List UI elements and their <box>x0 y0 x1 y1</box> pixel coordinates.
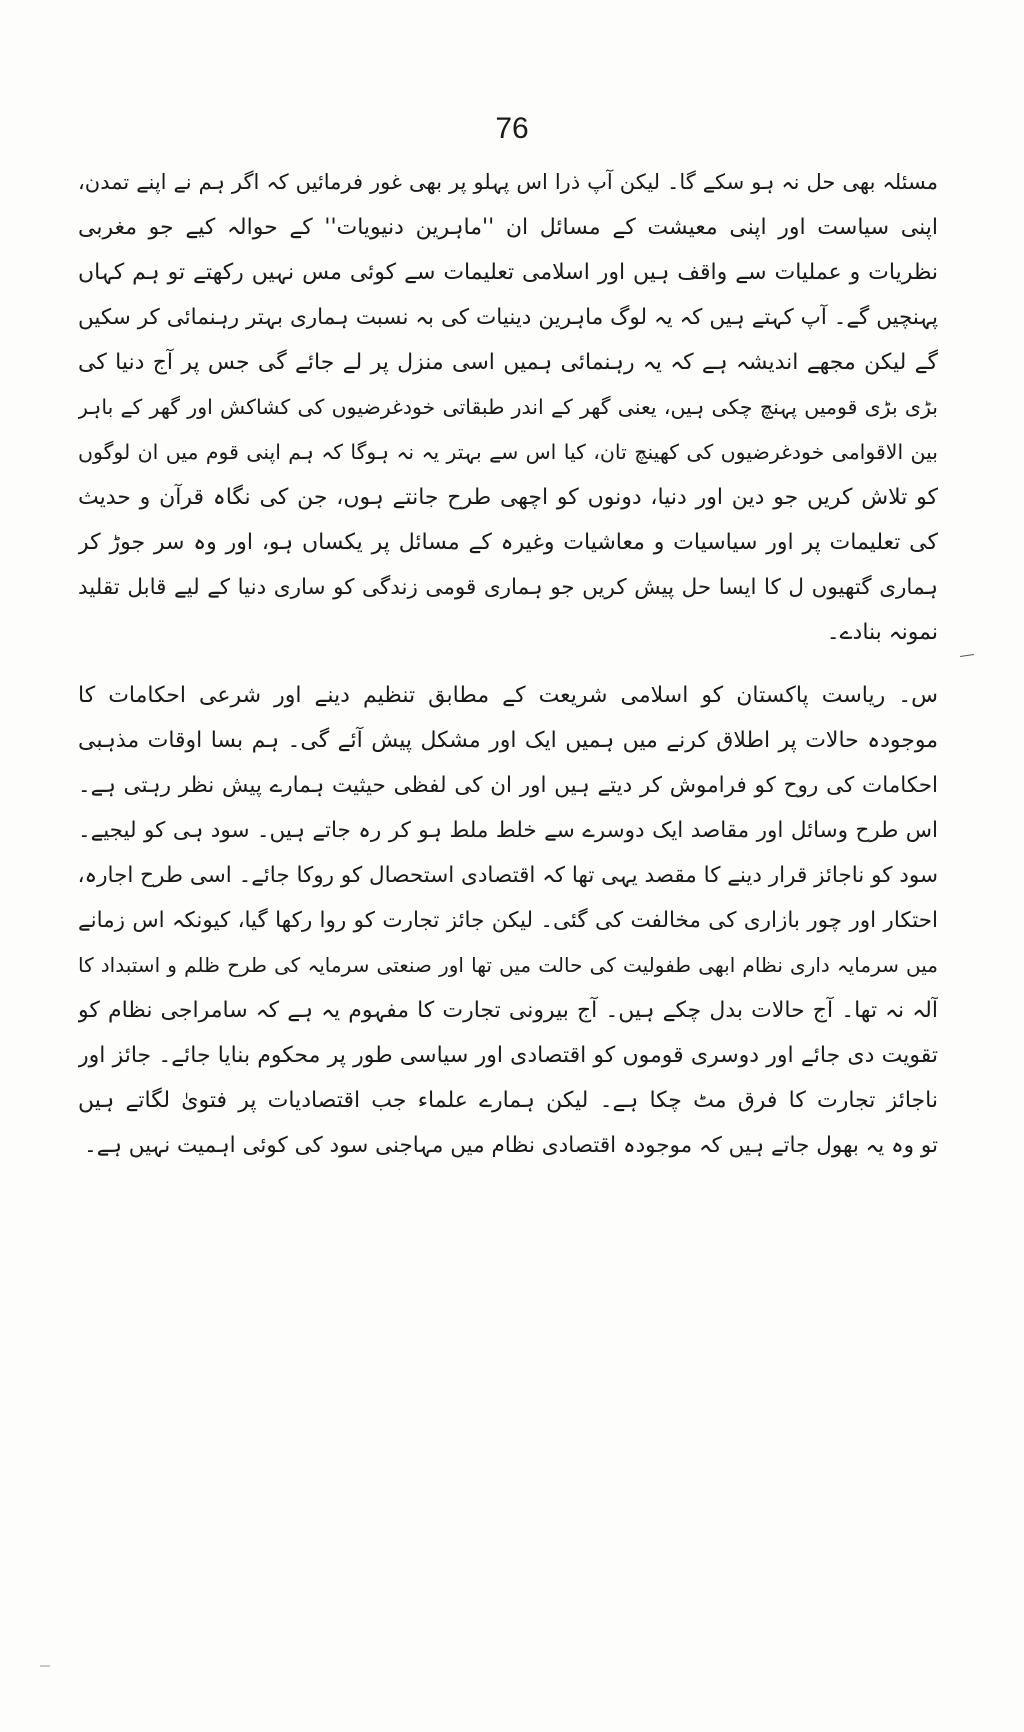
text-line: ناجائز تجارت کا فرق مٹ چکا ہے۔ لیکن ہمارے علماء جب اقتصادیات پر فتویٰ لگاتے ہیں <box>78 1088 938 1113</box>
text-line: مسئلہ بھی حل نہ ہو سکے گا۔ لیکن آپ ذرا اس پہلو پر بھی غور فرمائیں کہ اگر ہم نے اپنے تمدن، <box>78 170 938 194</box>
text-line: تو وہ یہ بھول جاتے ہیں کہ موجودہ اقتصادی نظام میں مہاجنی سود کی کوئی اہمیت نہیں ہے۔ <box>84 1133 938 1158</box>
text-line: بڑی بڑی قومیں پہنچ چکی ہیں، یعنی گھر کے اندر طبقاتی خودغرضیوں کی کشاکش اور گھر کے باہر <box>78 395 938 419</box>
body-text <box>78 160 938 1168</box>
scan-artifact <box>40 1665 50 1667</box>
text-line: اپنی سیاست اور اپنی معیشت کے مسائل ان ''ماہرین دنیویات'' کے حوالہ کیے جو مغربی <box>78 215 938 240</box>
text-line: سود کو ناجائز قرار دینے کا مقصد یہی تھا کہ اقتصادی استحصال کو روکا جائے۔ اسی طرح اجارہ، <box>78 863 938 888</box>
text-line: کی تعلیمات پر اور سیاسیات و معاشیات وغیرہ کے مسائل پر یکساں ہو، اور وہ سر جوڑ کر <box>78 530 938 555</box>
text-line: احتکار اور چور بازاری کی مخالفت کی گئی۔ لیکن جائز تجارت کو روا رکھا گیا، کیونکہ اس زمانے <box>78 908 938 933</box>
paragraph-1 <box>78 160 938 655</box>
text-line: نمونہ بنادے۔ <box>826 620 938 645</box>
text-line: تقویت دی جائے اور دوسری قوموں کو اقتصادی اور سیاسی طور پر محکوم بنایا جائے۔ جائز اور <box>78 1043 938 1068</box>
text-line: اس طرح وسائل اور مقاصد ایک دوسرے سے خلط ملط ہو کر رہ جاتے ہیں۔ سود ہی کو لیجیے۔ <box>78 818 938 843</box>
text-line: نظریات و عملیات سے واقف ہیں اور اسلامی تعلیمات سے کوئی مس نہیں رکھتے تو ہم کہاں <box>78 260 938 285</box>
paragraph-gap <box>78 655 938 673</box>
text-line: موجودہ حالات پر اطلاق کرنے میں ہمیں ایک اور مشکل پیش آئے گی۔ ہم بسا اوقات مذہبی <box>78 728 938 753</box>
margin-pen-mark <box>960 654 974 657</box>
text-line: میں سرمایہ داری نظام ابھی طفولیت کی حالت میں تھا اور صنعتی سرمایہ کی طرح ظلم و استبداد کا <box>78 953 938 977</box>
text-line: بین الاقوامی خودغرضیوں کی کھینچ تان، کیا اس سے بہتر یہ نہ ہوگا کہ ہم اپنی قوم میں ان لوگوں <box>78 440 938 464</box>
paragraph-2 <box>78 673 938 1168</box>
text-line: ہماری گتھیوں ل کا ایسا حل پیش کریں جو ہماری قومی زندگی کو ساری دنیا کے لیے قابل تقلید <box>78 575 938 600</box>
text-line: کو تلاش کریں جو دین اور دنیا، دونوں کو اچھی طرح جانتے ہوں، جن کی نگاہ قرآن و حدیث <box>78 485 938 510</box>
text-line: احکامات کی روح کو فراموش کر دیتے ہیں اور ان کی لفظی حیثیت ہمارے پیش نظر رہتی ہے۔ <box>78 773 938 798</box>
text-line: پہنچیں گے۔ آپ کہتے ہیں کہ یہ لوگ ماہرین دینیات کی بہ نسبت ہماری بہتر رہنمائی کر سکیں <box>78 305 938 330</box>
text-line: آلہ نہ تھا۔ آج حالات بدل چکے ہیں۔ آج بیرونی تجارت کا مفہوم یہ ہے کہ سامراجی نظام کو <box>78 998 938 1023</box>
text-line: گے لیکن مجھے اندیشہ ہے کہ یہ رہنمائی ہمیں اسی منزل پر لے جائے گی جس پر آج دنیا کی <box>78 350 938 375</box>
text-line: س۔ ریاست پاکستان کو اسلامی شریعت کے مطابق تنظیم دینے اور شرعی احکامات کا <box>78 683 938 708</box>
page-number: 76 <box>495 112 529 145</box>
